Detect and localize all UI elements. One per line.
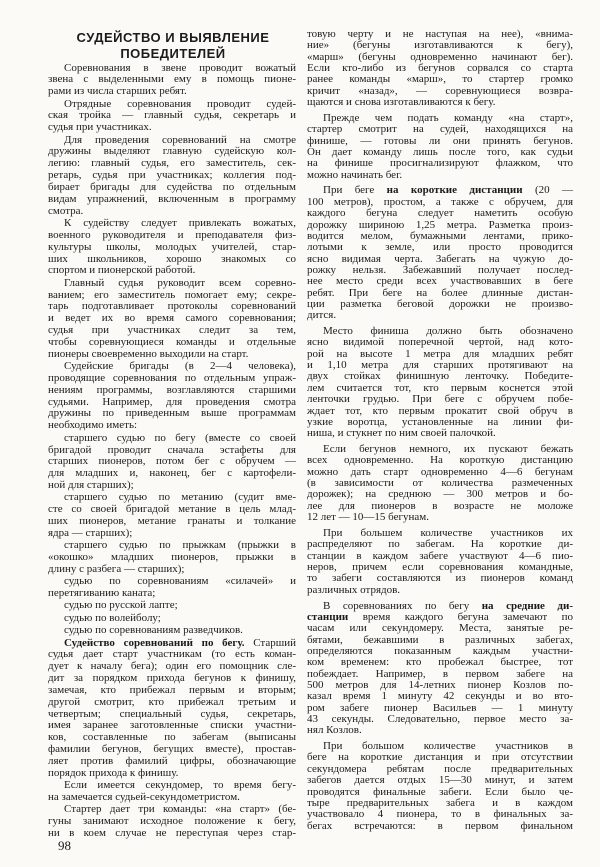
text-line: Главный судья руководит всем соревно-: [64, 276, 296, 289]
text-line: четвертым; специальный судья, секретарь,: [48, 707, 296, 720]
text-line: нее место среди всех участвовавших в беге: [307, 275, 573, 288]
text-line: дит за порядком прихода бегунов к финишу,: [48, 672, 296, 685]
text-line: бегах встречаются: в первом финальном: [307, 819, 573, 832]
text-segment: время каждого бегуна замечают по: [348, 610, 573, 623]
text-line: ванием; его заместитель помогает ему; секре-: [48, 288, 296, 301]
text-line: 12 лет — 10—15 бегунам.: [307, 511, 430, 524]
text-line: Место финиша должно быть обозначено: [323, 325, 573, 338]
text-line: старшего судью по бегу (вместе со своей: [64, 431, 296, 444]
text-line: судью по соревнованиям «силачей» и: [64, 575, 296, 588]
paragraph: [307, 29, 573, 108]
text-line: «марш» (бегуны одновременно начинают бег).: [307, 50, 573, 63]
text-line: судью по соревнованиям разведчиков.: [64, 624, 243, 637]
text-line: дружины по приведенным выше программам: [48, 407, 296, 420]
text-line: на замечается судьей-секундометристом.: [48, 790, 240, 803]
paragraph: [48, 613, 296, 625]
text-line: ждает тот, кто первым прокатит свой обруч в: [307, 404, 573, 417]
text-line: фамилии бегунов, бегущих вместе), простав-: [48, 743, 296, 756]
text-line: товую черту и не наступая на нее), «внима-: [307, 28, 573, 40]
text-line: нял Козлов.: [307, 724, 362, 737]
text-line: Если кто-либо из бегунов сорвался со старта: [307, 62, 573, 75]
text-line: распределяют по забегам. На короткие ди-: [307, 538, 573, 551]
page-number: 98: [58, 838, 71, 853]
paragraph: [48, 540, 296, 576]
text-line: пионеры своевременно выходили на старт.: [48, 347, 249, 360]
text-line: ясно видимая черта. Забегать на чужую до-: [307, 252, 573, 265]
text-line: При большем количестве участников их: [323, 526, 573, 539]
text-line: для младших и, наконец, бег с картофели-: [48, 467, 296, 480]
text-line: секундомера ребятам после предварительных: [307, 762, 573, 775]
bold-run-in: станции: [307, 610, 349, 623]
text-line: бирает бригады для судейства по отдельным: [48, 180, 296, 193]
text-line: водится мелом, бумажными лентами, прико-: [307, 229, 573, 242]
text-line: бригадой проводит сначала эстафеты для: [48, 443, 296, 456]
text-line: Соревнования в звене проводит вожатый: [64, 61, 296, 74]
text-line: легию: главный судья, его заместитель, сек-: [48, 157, 296, 170]
paragraph: [48, 278, 296, 361]
text-line: 100 метров), простом, а также с обручем, для: [307, 195, 573, 208]
paragraph: [307, 528, 573, 596]
text-line: ленточки грудью. При беге с обручем побе-: [307, 393, 573, 406]
text-line: сте со своей бригадой метание в цель млад-: [48, 503, 296, 516]
text-line: и 1,10 метра для старших протягивают на: [307, 359, 573, 372]
text-segment: Старший: [244, 636, 296, 649]
text-line: финише, — готовы ли они принять бегунов.: [307, 134, 573, 147]
text-line: побеждает. Например, в первом забеге на: [307, 667, 573, 680]
section-title-line: ПОБЕДИТЕЛЕЙ: [120, 46, 226, 61]
text-line: ребят. При беге на более длинные дистан-: [307, 286, 573, 299]
right-column: [307, 29, 573, 832]
paragraph: [48, 135, 296, 218]
text-line: дует к началу бега); один его помощник сле-: [48, 660, 296, 673]
text-line: «окошко» младших пионеров, прыжки в: [48, 551, 296, 564]
text-line: станции в каждом забеге участвуют 4—6 пио-: [307, 549, 573, 562]
text-line: Для проведения соревнований на смотре: [64, 133, 296, 146]
text-line: 500 метров для 14-летних пионер Козлов по-: [307, 678, 573, 691]
text-line: ков, составленные по забегам (выписаны: [48, 731, 296, 744]
text-line: можно дать старт одновременно 4—6 бегунам: [307, 465, 573, 478]
text-line: Если бегунов немного, их пускают бежать: [323, 443, 573, 456]
text-segment: (20 —: [522, 184, 573, 197]
text-segment: В соревнованиях по бегу: [323, 599, 482, 612]
paragraph: [48, 780, 296, 804]
bold-run-in: на средние ди-: [481, 599, 573, 612]
text-line: ром забеге пионер Васильев — 1 минуту: [307, 701, 573, 714]
text-line: Стартер дает три команды: «на старт» (бе-: [64, 803, 296, 816]
text-line: узкие воротца, установленные на линии фи-: [307, 415, 573, 428]
text-line: забегов дается отдых 15—30 минут, и затем: [307, 774, 573, 787]
text-line: видам упражнений, включенным в программу: [48, 192, 296, 205]
text-line: лотыми к земле, или просто проводится: [307, 241, 573, 254]
text-line: и ведет их во время самого соревнования;: [48, 312, 296, 325]
text-line: ние» (бегуны изготавливаются к бегу),: [307, 39, 573, 52]
text-line: необходимо иметь:: [48, 419, 138, 432]
text-line: рами из числа старших ребят.: [48, 85, 187, 98]
paragraph: [307, 444, 573, 523]
text-line: старшего судью по прыжкам (прыжки в: [64, 539, 296, 552]
text-line: Прежде чем подать команду «на старт»,: [323, 111, 573, 124]
text-line: культуры школы, молодых учителей, стар-: [48, 240, 296, 253]
text-line: ская тройка — главный судья, секретарь и: [48, 109, 296, 122]
paragraph: [48, 576, 296, 600]
text-line: на финише просигнализируют флажком, что: [307, 157, 573, 170]
text-line: Он дает команду лишь после того, как судьи: [307, 145, 573, 158]
text-line: то забеги составляются из пионеров команд: [307, 572, 573, 585]
text-line: (в зависимости от количества размеченных: [307, 477, 573, 490]
paragraph: [48, 218, 296, 277]
paragraph: [307, 741, 573, 832]
text-line: беге на короткие дистанция и при отсутствии: [307, 751, 573, 764]
section-title-line: СУДЕЙСТВО И ВЫЯВЛЕНИЕ: [76, 30, 270, 45]
text-line: старшего судью по метанию (судит вме-: [64, 491, 296, 504]
text-line: ших пионеров, метание гранаты и толкание: [48, 515, 296, 528]
bold-run-in: Судейство соревнований по бегу.: [64, 636, 245, 649]
text-line: можно начинать бег.: [307, 168, 403, 181]
text-line: другой смотрит, кто прибежал третьим и: [48, 695, 296, 708]
text-line: ции разметка беговой дорожки не произво-: [307, 297, 573, 310]
text-line: всех одновременно. На короткую дистанцию: [307, 454, 573, 467]
text-line: При большом количестве участников в: [323, 740, 573, 753]
text-line: ляет против фамилий цифры, обозначающие: [48, 754, 296, 767]
text-line: определяются показанным каждым участни-: [307, 644, 573, 657]
paragraph: [48, 638, 296, 780]
text-line: рой на высоте 1 метра для младших ребят: [307, 347, 573, 360]
text-line: тыре предварительных забега и в каждом: [307, 796, 573, 809]
paragraph: [48, 804, 296, 840]
left-column: [48, 62, 296, 840]
text-line: ядра — старших);: [48, 526, 133, 539]
text-line: смотра.: [48, 204, 84, 217]
text-line: порядок прихода к финишу.: [48, 766, 179, 779]
text-line: проводящие соревнования по отдельным упраж-: [48, 371, 296, 384]
text-line: судьями. Например, для проведения смотра: [48, 395, 296, 408]
text-line: нениям программы, возглавляются старшими: [48, 383, 296, 396]
text-line: ретарь, судья при участниках; коллегия под-: [48, 169, 296, 182]
text-line: кричит «назад», — соревнующиеся возвра-: [307, 84, 573, 97]
text-line: судья при участниках следит за тем,: [48, 324, 296, 337]
text-line: ранее команды «марш», то стартер громко: [307, 73, 573, 86]
text-line: различных отрядов.: [307, 583, 401, 596]
paragraph: [48, 625, 296, 637]
text-line: спортом и пионерской работой.: [48, 264, 196, 277]
text-line: судья дает старт участникам (то есть коман-: [48, 648, 296, 661]
text-line: тарь подготавливает протоколы соревнований: [48, 300, 296, 313]
paragraph: [48, 63, 296, 99]
text-line: ни в коем случае не переступая через стар-: [48, 827, 296, 839]
text-line: 43 секунды. Следовательно, первое место за-: [307, 712, 573, 725]
text-line: Судейские бригады (в 2—4 человека),: [64, 360, 296, 373]
text-line: ших школьников, хорошо знакомых со: [48, 252, 296, 265]
paragraph: [307, 185, 573, 321]
paragraph: [48, 600, 296, 612]
text-line: перетягиванию каната;: [48, 587, 156, 600]
bold-run-in: на короткие дистанции: [386, 184, 523, 197]
text-line: дружины выделяют главную судейскую кол-: [48, 145, 296, 158]
text-line: Если имеется секундомер, то время бегу-: [64, 779, 296, 792]
paragraph: [48, 99, 296, 135]
text-line: неров, причем если соревнования командные,: [307, 560, 573, 573]
text-line: гуны занимают исходное положение к бегу,: [48, 815, 296, 828]
text-segment: При беге: [323, 184, 387, 197]
text-line: рожку нельзя. Забежавший получает послед-: [307, 263, 573, 276]
text-line: каждого бегуна следует наметить особую: [307, 207, 573, 220]
text-line: бятами, бежавшими в различных забегах,: [307, 633, 573, 646]
text-line: старших пионеров, потом бег с обручем —: [48, 455, 296, 468]
text-line: казал время 1 минуту 42 секунды и во вто-: [307, 690, 573, 703]
text-line: дорожек); на среднюю — 300 метров и бо-: [307, 488, 573, 501]
text-line: замечая, кто прибежал первым и вторым;: [48, 683, 296, 696]
paragraph: [48, 492, 296, 539]
text-line: судью по волейболу;: [64, 611, 161, 624]
text-line: звена с выделенными ему в помощь пионе-: [48, 73, 296, 86]
paragraph: [307, 601, 573, 737]
text-line: стартер смотрит на судей, находящихся на: [307, 123, 573, 136]
text-line: двух стойках финишную ленточку. Победите-: [307, 370, 573, 383]
text-line: часам или секундомеру. Места, занятые ре-: [307, 622, 573, 635]
text-line: участвовало 4 пионера, то в финальных за-: [307, 808, 573, 821]
paragraph: [307, 326, 573, 439]
text-line: проводятся финальные забеги. Если было че-: [307, 785, 573, 798]
text-line: дорожку шириною 1,25 метра. Разметка произ-: [307, 218, 573, 231]
text-line: лее для пионеров в возрасте не моложе: [307, 499, 573, 512]
text-line: щаются и снова изготавливаются к бегу.: [307, 96, 496, 109]
section-title: [48, 30, 298, 62]
text-line: чтобы соревнующиеся команды и отдельные: [48, 335, 296, 348]
text-line: ной для старших);: [48, 479, 134, 492]
paragraph: [307, 113, 573, 181]
text-line: судью по русской лапте;: [64, 599, 178, 612]
text-line: К судейству следует привлекать вожатых,: [64, 216, 296, 229]
text-line: Отрядные соревнования проводит судей-: [64, 97, 296, 110]
text-line: ком временем: кто пробежал быстрее, тот: [307, 656, 573, 669]
text-line: лем считается тот, кто первым коснется этой: [307, 381, 573, 394]
paragraph: [48, 361, 296, 432]
text-line: ниша, и стукнет по ним своей палочкой.: [307, 427, 496, 440]
text-line: судья при участниках.: [48, 121, 152, 134]
paragraph: [48, 433, 296, 492]
text-line: ясно видимой поперечной чертой, над кото-: [307, 336, 573, 349]
text-line: военного руководителя и преподавателя физ-: [48, 228, 296, 241]
text-line: имея заранее заготовленные списки участни-: [48, 719, 296, 732]
text-line: длину с разбега — старших);: [48, 562, 185, 575]
text-line: дится.: [307, 309, 337, 322]
